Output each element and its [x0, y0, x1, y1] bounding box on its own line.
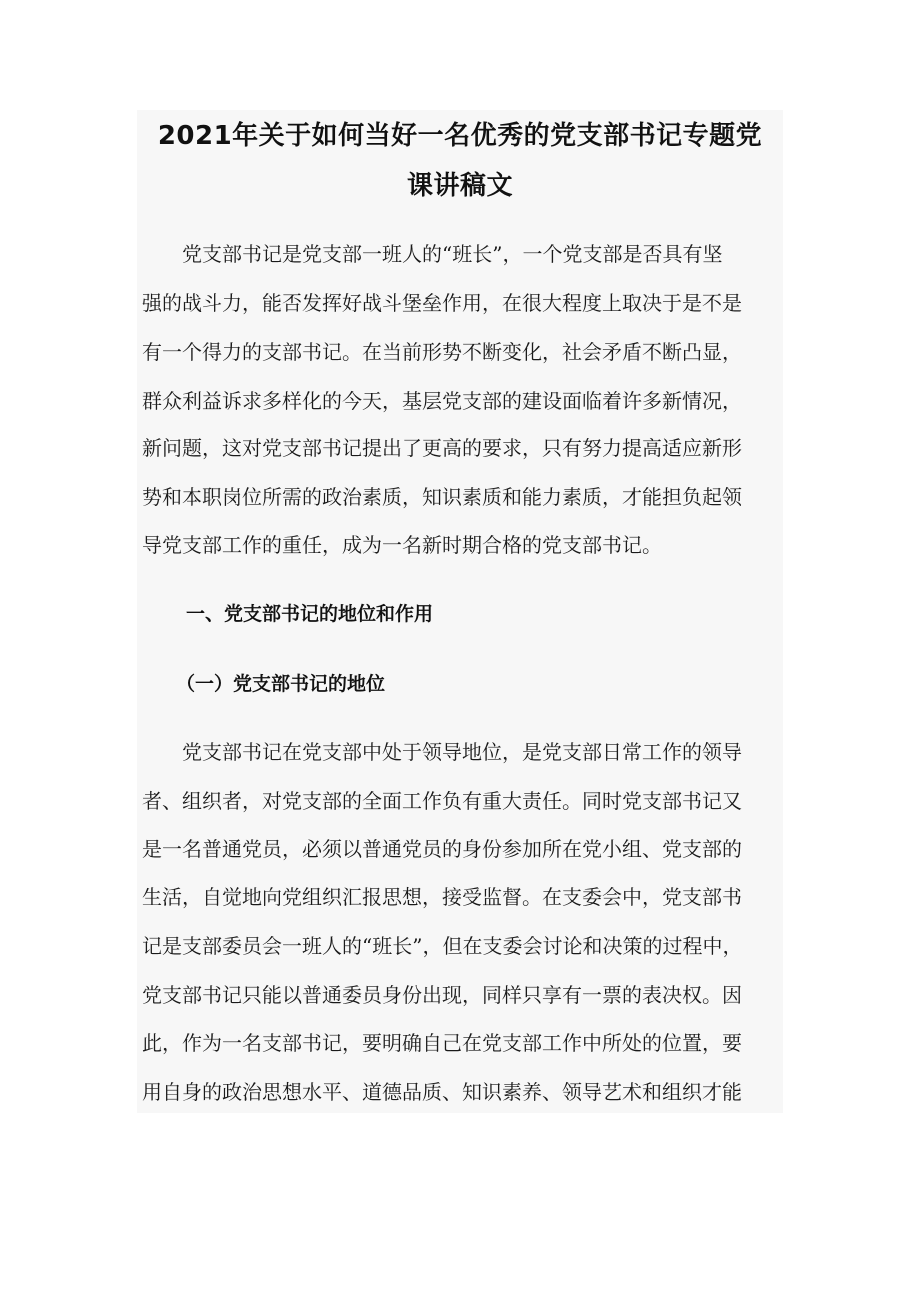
body-paragraph-line: 此，作为一名支部书记，要明确自己在党支部工作中所处的位置，要 — [142, 1031, 742, 1055]
intro-paragraph-line: 有一个得力的支部书记。在当前形势不断变化，社会矛盾不断凸显， — [142, 340, 742, 364]
intro-paragraph-line: 导党支部工作的重任，成为一名新时期合格的党支部书记。 — [142, 533, 662, 557]
intro-paragraph-line: 强的战斗力，能否发挥好战斗堡垒作用，在很大程度上取决于是不是 — [142, 291, 742, 315]
subsection-heading: （一）党支部书记的地位 — [176, 673, 386, 695]
document-title-line-2: 课讲稿文 — [406, 171, 513, 201]
section-heading: 一、党支部书记的地位和作用 — [186, 603, 434, 625]
body-paragraph-line: 党支部书记只能以普通委员身份出现，同样只享有一票的表决权。因 — [142, 983, 742, 1007]
body-paragraph-line: 用自身的政治思想水平、道德品质、知识素养、领导艺术和组织才能 — [142, 1080, 742, 1104]
body-paragraph-line: 是一名普通党员，必须以普通党员的身份参加所在党小组、党支部的 — [142, 837, 742, 861]
intro-paragraph-line: 势和本职岗位所需的政治素质，知识素质和能力素质，才能担负起领 — [142, 485, 742, 509]
body-paragraph-line: 生活，自觉地向党组织汇报思想，接受监督。在支委会中，党支部书 — [142, 885, 742, 909]
intro-paragraph-line: 群众利益诉求多样化的今天，基层党支部的建设面临着许多新情况， — [142, 389, 742, 413]
intro-paragraph-line: 新问题，这对党支部书记提出了更高的要求，只有努力提高适应新形 — [142, 436, 742, 460]
body-paragraph-line: 者、组织者，对党支部的全面工作负有重大责任。同时党支部书记又 — [142, 789, 742, 813]
body-paragraph-line: 党支部书记在党支部中处于领导地位，是党支部日常工作的领导 — [182, 740, 742, 764]
document-title-line-1: 2021年关于如何当好一名优秀的党支部书记专题党 — [157, 121, 763, 151]
intro-paragraph-line: 党支部书记是党支部一班人的“班长”，一个党支部是否具有坚 — [182, 242, 723, 266]
body-paragraph-line: 记是支部委员会一班人的“班长”，但在支委会讨论和决策的过程中， — [142, 934, 743, 958]
